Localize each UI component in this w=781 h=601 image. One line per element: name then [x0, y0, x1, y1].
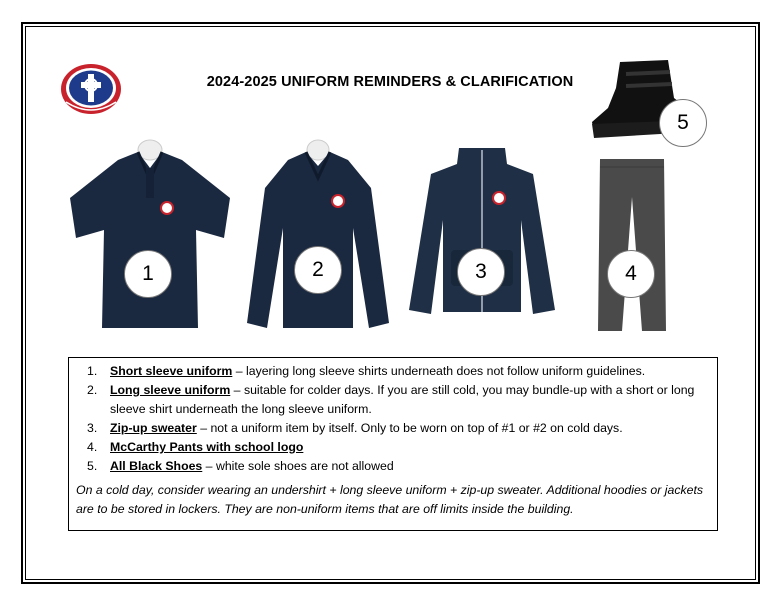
number-badge-3: 3: [457, 248, 505, 296]
list-item: [87, 362, 707, 381]
list-item-heading: Zip-up sweater: [110, 421, 197, 435]
list-item: [87, 438, 707, 457]
list-item-text: – layering long sleeve shirts underneath does not follow uniform guidelines.: [232, 364, 646, 378]
list-item-text: – not a uniform item by itself. Only to be worn on top of #1 or #2 on cold days.: [196, 421, 623, 435]
long-sleeve-polo-image: [243, 138, 393, 333]
list-number: 2.: [87, 383, 98, 397]
number-badge-2: 2: [294, 246, 342, 294]
number-badge-5: 5: [659, 99, 707, 147]
list-item: [87, 457, 707, 476]
list-number: 3.: [87, 421, 98, 435]
school-crest-logo: [60, 64, 124, 116]
list-item-heading: Long sleeve uniform: [110, 383, 231, 397]
list-item-text: – white sole shoes are not allowed: [202, 459, 394, 473]
reminders-box: [68, 357, 718, 531]
list-number: 1.: [87, 364, 98, 378]
list-item-heading: McCarthy Pants with school logo: [110, 440, 304, 454]
number-badge-4: 4: [607, 250, 655, 298]
page-title: 2024-2025 UNIFORM REMINDERS & CLARIFICATION: [206, 74, 574, 90]
list-number: 5.: [87, 459, 98, 473]
list-item-text: – suitable for colder days. If you are still cold, you may bundle-up with a short or long sleeve shirt underneath the long sleeve uniform.: [110, 383, 695, 416]
list-item: [87, 419, 707, 438]
short-sleeve-polo-image: [66, 138, 234, 333]
uniform-list: [87, 362, 707, 476]
cold-day-note: On a cold day, consider wearing an undershirt + long sleeve uniform + zip-up sweater. Additional hoodies or jackets are to be stored in lockers. They are non-uniform items that are off limits inside the building.: [76, 483, 704, 516]
list-item-heading: Short sleeve uniform: [110, 364, 233, 378]
list-number: 4.: [87, 440, 98, 454]
list-item: [87, 381, 707, 419]
number-badge-1: 1: [124, 250, 172, 298]
list-item-heading: All Black Shoes: [110, 459, 203, 473]
pants-image: [596, 157, 668, 333]
